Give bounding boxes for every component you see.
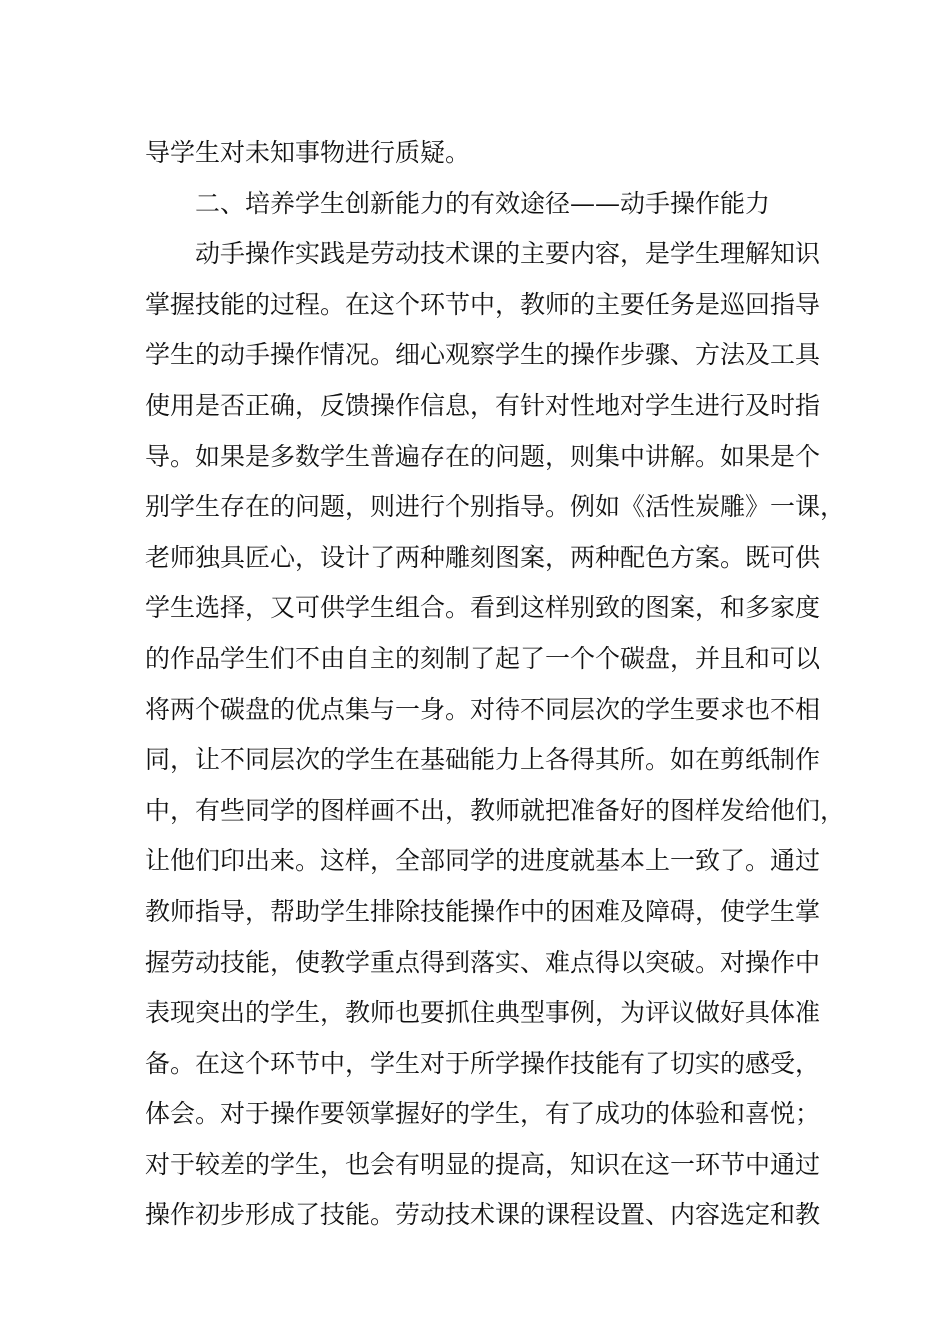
text-line: 学生选择，又可供学生组合。看到这样别致的图案，和多家度 bbox=[145, 593, 821, 623]
text-line: 使用是否正确，反馈操作信息，有针对性地对学生进行及时指 bbox=[145, 390, 821, 420]
text-line: 握劳动技能，使教学重点得到落实、难点得以突破。对操作中 bbox=[145, 947, 821, 977]
text-line: 学生的动手操作情况。细心观察学生的操作步骤、方法及工具 bbox=[145, 340, 821, 370]
text-line: 体会。对于操作要领掌握好的学生，有了成功的体验和喜悦； bbox=[145, 1099, 821, 1129]
text-line: 老师独具匠心，设计了两种雕刻图案，两种配色方案。既可供 bbox=[145, 542, 821, 572]
text-line: 中，有些同学的图样画不出，教师就把准备好的图样发给他们， bbox=[145, 795, 846, 825]
text-line: 对于较差的学生，也会有明显的提高，知识在这一环节中通过 bbox=[145, 1149, 821, 1179]
text-line: 让他们印出来。这样，全部同学的进度就基本上一致了。通过 bbox=[145, 846, 821, 876]
text-line: 教师指导，帮助学生排除技能操作中的困难及障碍，使学生掌 bbox=[145, 896, 821, 926]
section-heading: 二、培养学生创新能力的有效途径——动手操作能力 bbox=[195, 188, 771, 218]
text-line: 表现突出的学生，教师也要抓住典型事例，为评议做好具体准 bbox=[145, 998, 821, 1028]
text-line: 掌握技能的过程。在这个环节中，教师的主要任务是巡回指导 bbox=[145, 289, 821, 319]
text-line: 操作初步形成了技能。劳动技术课的课程设置、内容选定和教 bbox=[145, 1200, 821, 1230]
text-line: 别学生存在的问题，则进行个别指导。例如《活性炭雕》一课， bbox=[145, 492, 846, 522]
text-line: 动手操作实践是劳动技术课的主要内容，是学生理解知识 bbox=[195, 239, 821, 269]
text-line: 导学生对未知事物进行质疑。 bbox=[145, 138, 471, 167]
text-line: 同，让不同层次的学生在基础能力上各得其所。如在剪纸制作 bbox=[145, 745, 821, 775]
text-line: 备。在这个环节中，学生对于所学操作技能有了切实的感受， bbox=[145, 1048, 821, 1078]
text-line: 的作品学生们不由自主的刻制了起了一个个碳盘，并且和可以 bbox=[145, 643, 821, 673]
text-line: 导。如果是多数学生普遍存在的问题，则集中讲解。如果是个 bbox=[145, 441, 821, 471]
document-body bbox=[145, 128, 846, 1241]
text-line: 将两个碳盘的优点集与一身。对待不同层次的学生要求也不相 bbox=[145, 694, 821, 724]
